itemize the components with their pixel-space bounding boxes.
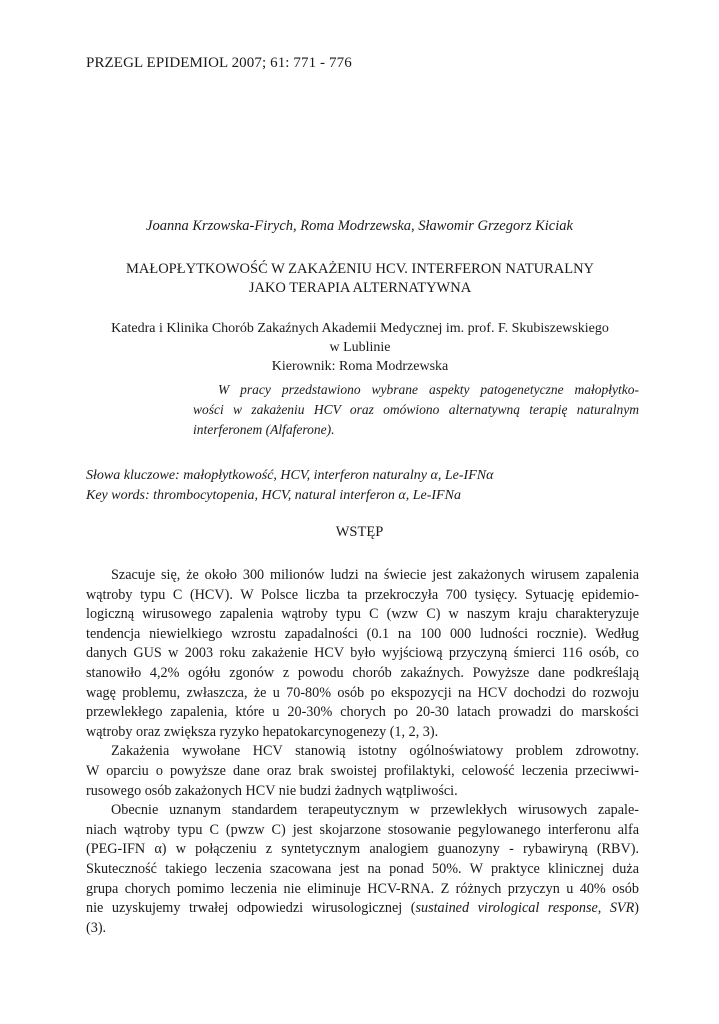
affiliation-line: w Lublinie xyxy=(329,340,391,355)
text-line: rusowego osób zakażonych HCV nie budzi żadnych wątpliwości. xyxy=(86,782,458,799)
article-title xyxy=(60,260,660,298)
text-line: danych GUS w 2003 roku zakażenie HCV było wyjściową przyczyną śmierci 116 osób, co xyxy=(86,645,639,662)
text-line: grupa chorych pomimo leczenia nie eliminuje HCV-RNA. Z różnych przyczyn u 40% osób xyxy=(86,880,639,897)
text-segment: nie uzyskujemy trwałej odpowiedzi wirusologicznej ( xyxy=(86,900,416,917)
text-line: wagę problemu, zwłaszcza, że u 70-80% osób po ekspozycji na HCV dochodzi do rozwoju xyxy=(86,684,639,701)
keywords-polish: Słowa kluczowe: małopłytkowość, HCV, interferon naturalny α, Le-IFNα xyxy=(86,468,494,483)
paragraph-1 xyxy=(86,566,639,742)
text-line: Zakażenia wywołane HCV stanowią istotny ogólnoświatowy problem zdrowotny. xyxy=(111,743,639,760)
text-line: (3). xyxy=(86,919,107,936)
paragraph-2 xyxy=(86,742,639,801)
text-line: W oparciu o powyższe dane oraz brak swoistej profilaktyki, celowość leczenia przeciwwi- xyxy=(86,762,639,779)
text-line: Obecnie uznanym standardem terapeutycznym w przewlekłych wirusowych zapale- xyxy=(111,802,639,819)
title-line: MAŁOPŁYTKOWOŚĆ W ZAKAŻENIU HCV. INTERFERON NATURALNY xyxy=(125,261,595,277)
abstract-line: W pracy przedstawiono wybrane aspekty patogenetyczne małopłytko- xyxy=(218,382,639,397)
text-segment: ) xyxy=(634,900,639,917)
journal-header: PRZEGL EPIDEMIOL 2007; 61: 771 - 776 xyxy=(86,55,352,71)
affiliation-line: Kierownik: Roma Modrzewska xyxy=(271,359,449,374)
text-line: wątroby oraz zwiększa ryzyko hepatokarcynogenezy (1, 2, 3). xyxy=(86,723,439,740)
keywords xyxy=(86,466,493,506)
text-line: wątroby typu C (HCV). W Polsce liczba ta przekroczyła 700 tysięcy. Sytuację epidemio- xyxy=(86,586,639,603)
affiliation xyxy=(60,319,660,376)
affiliation-line: Katedra i Klinika Chorób Zakaźnych Akademii Medycznej im. prof. F. Skubiszewskiego xyxy=(111,321,609,336)
text-line: niach wątroby typu C (pwzw C) jest skojarzone stosowanie pegylowanego interferonu alfa xyxy=(86,821,639,838)
text-line: tendencja niewielkiego wzrostu zapadalności (0.1 na 100 000 ludności rocznie). Według xyxy=(86,625,639,642)
abstract xyxy=(193,380,639,440)
section-heading: WSTĘP xyxy=(335,524,384,540)
text-line: logiczną wirusowego zapalenia wątroby typu C (wzw C) w naszym kraju charakteryzuje xyxy=(86,606,639,623)
title-line: JAKO TERAPIA ALTERNATYWNA xyxy=(248,280,472,296)
abstract-line: wości w zakażeniu HCV oraz omówiono alternatywną terapię naturalnym xyxy=(193,402,639,417)
text-line: stanowiło 4,2% ogółu zgonów z powodu chorób zakaźnych. Powyższe dane podkreślają xyxy=(86,664,639,681)
authors: Joanna Krzowska-Firych, Roma Modrzewska, Sławomir Grzegorz Kiciak xyxy=(146,218,573,234)
text-line: Skuteczność takiego leczenia szacowana jest na ponad 50%. W praktyce klinicznej duża xyxy=(86,860,639,877)
body-text xyxy=(86,566,639,938)
text-line-mixed xyxy=(86,899,639,919)
text-line: Szacuje się, że około 300 milionów ludzi na świecie jest zakażonych wirusem zapalenia xyxy=(111,567,639,583)
text-line: przewlekłego zapalenia, które u 20-30% chorych po 20-30 latach prowadzi do marskości xyxy=(86,704,639,721)
italic-term: sustained virological response, SVR xyxy=(415,900,635,917)
text-line: (PEG-IFN α) w połączeniu z syntetycznym analogiem guanozyny - rybawiryną (RBV). xyxy=(86,841,639,858)
keywords-english: Key words: thrombocytopenia, HCV, natural interferon α, Le-IFNa xyxy=(86,488,461,503)
abstract-line: interferonem (Alfaferone). xyxy=(193,422,335,437)
paragraph-3 xyxy=(86,801,639,938)
